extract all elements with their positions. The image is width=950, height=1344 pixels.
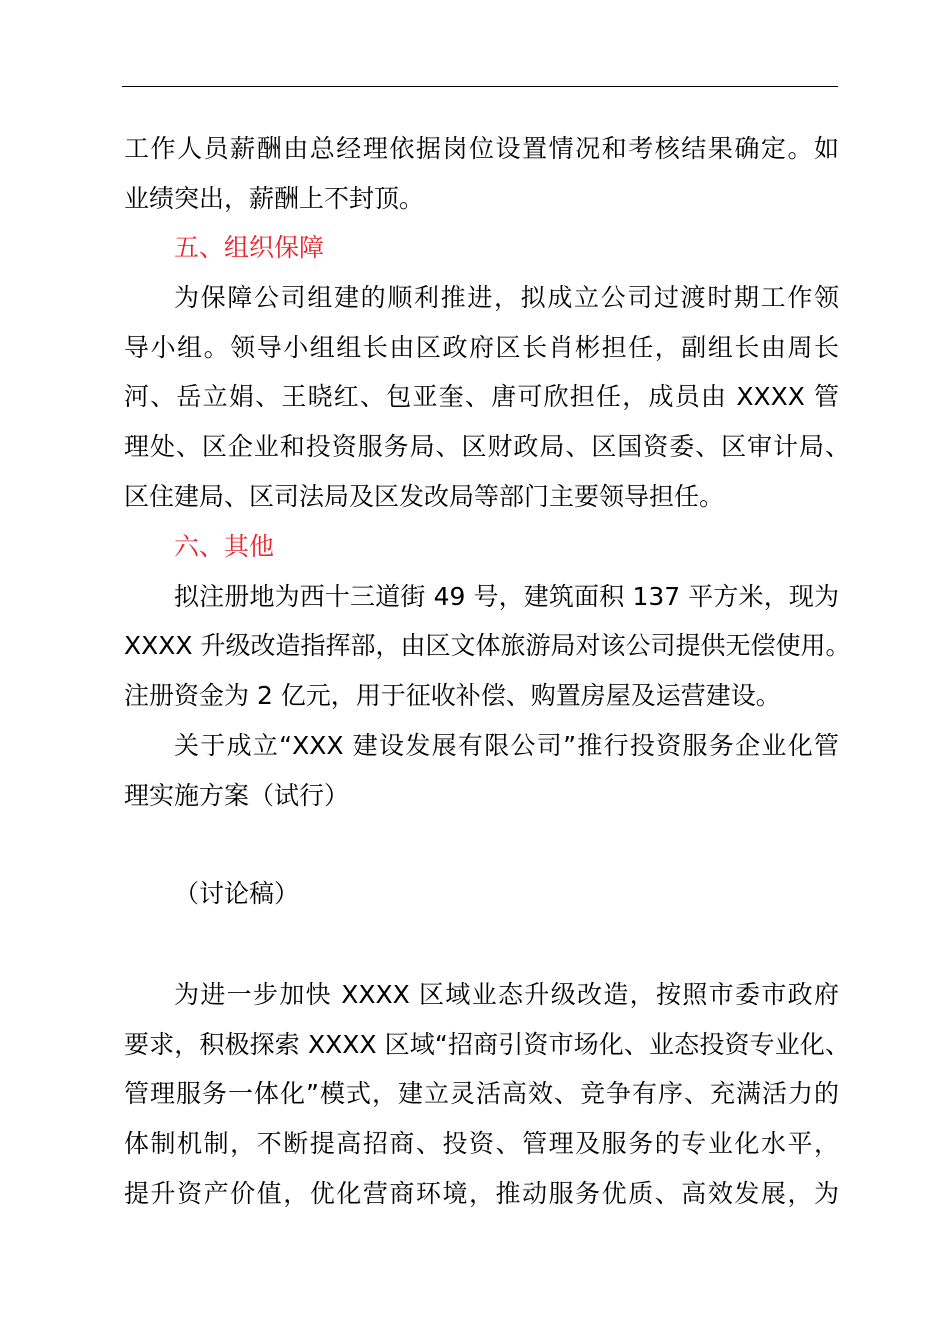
- text-line-13: 关于成立“XXX 建设发展有限公司”推行投资服务企业化管: [174, 731, 839, 760]
- text-line-8: 区住建局、区司法局及区发改局等部门主要领导担任。: [124, 482, 725, 511]
- text-line-18: 管理服务一体化”模式，建立灵活高效、竞争有序、充满活力的: [124, 1079, 839, 1108]
- text-line-20: 提升资产价值，优化营商环境，推动服务优质、高效发展，为: [124, 1179, 839, 1208]
- text-line-10: 拟注册地为西十三道街 49 号，建筑面积 137 平方米，现为: [174, 582, 839, 611]
- text-line-16: 为进一步加快 XXXX 区域业态升级改造，按照市委市政府: [174, 980, 839, 1009]
- section-heading-five: 五、组织保障: [174, 233, 325, 262]
- text-line-14: 理实施方案（试行）: [124, 781, 350, 810]
- header-rule: [122, 86, 838, 87]
- section-heading-six: 六、其他: [174, 532, 275, 561]
- draft-label: （讨论稿）: [174, 879, 300, 908]
- text-line-19: 体制机制，不断提高招商、投资、管理及服务的专业化水平，: [124, 1129, 839, 1158]
- text-line-4: 为保障公司组建的顺利推进，拟成立公司过渡时期工作领: [174, 283, 839, 312]
- text-line-6: 河、岳立娟、王晓红、包亚奎、唐可欣担任，成员由 XXXX 管: [124, 382, 839, 411]
- text-line-1: 工作人员薪酬由总经理依据岗位设置情况和考核结果确定。如: [124, 134, 839, 163]
- text-line-2: 业绩突出，薪酬上不封顶。: [124, 184, 425, 213]
- text-line-5: 导小组。领导小组组长由区政府区长肖彬担任，副组长由周长: [124, 333, 839, 362]
- text-line-12: 注册资金为 2 亿元，用于征收补偿、购置房屋及运营建设。: [124, 681, 781, 710]
- text-line-17: 要求，积极探索 XXXX 区域“招商引资市场化、业态投资专业化、: [124, 1030, 850, 1059]
- text-line-7: 理处、区企业和投资服务局、区财政局、区国资委、区审计局、: [124, 432, 850, 461]
- text-line-11: XXXX 升级改造指挥部，由区文体旅游局对该公司提供无偿使用。: [124, 631, 851, 660]
